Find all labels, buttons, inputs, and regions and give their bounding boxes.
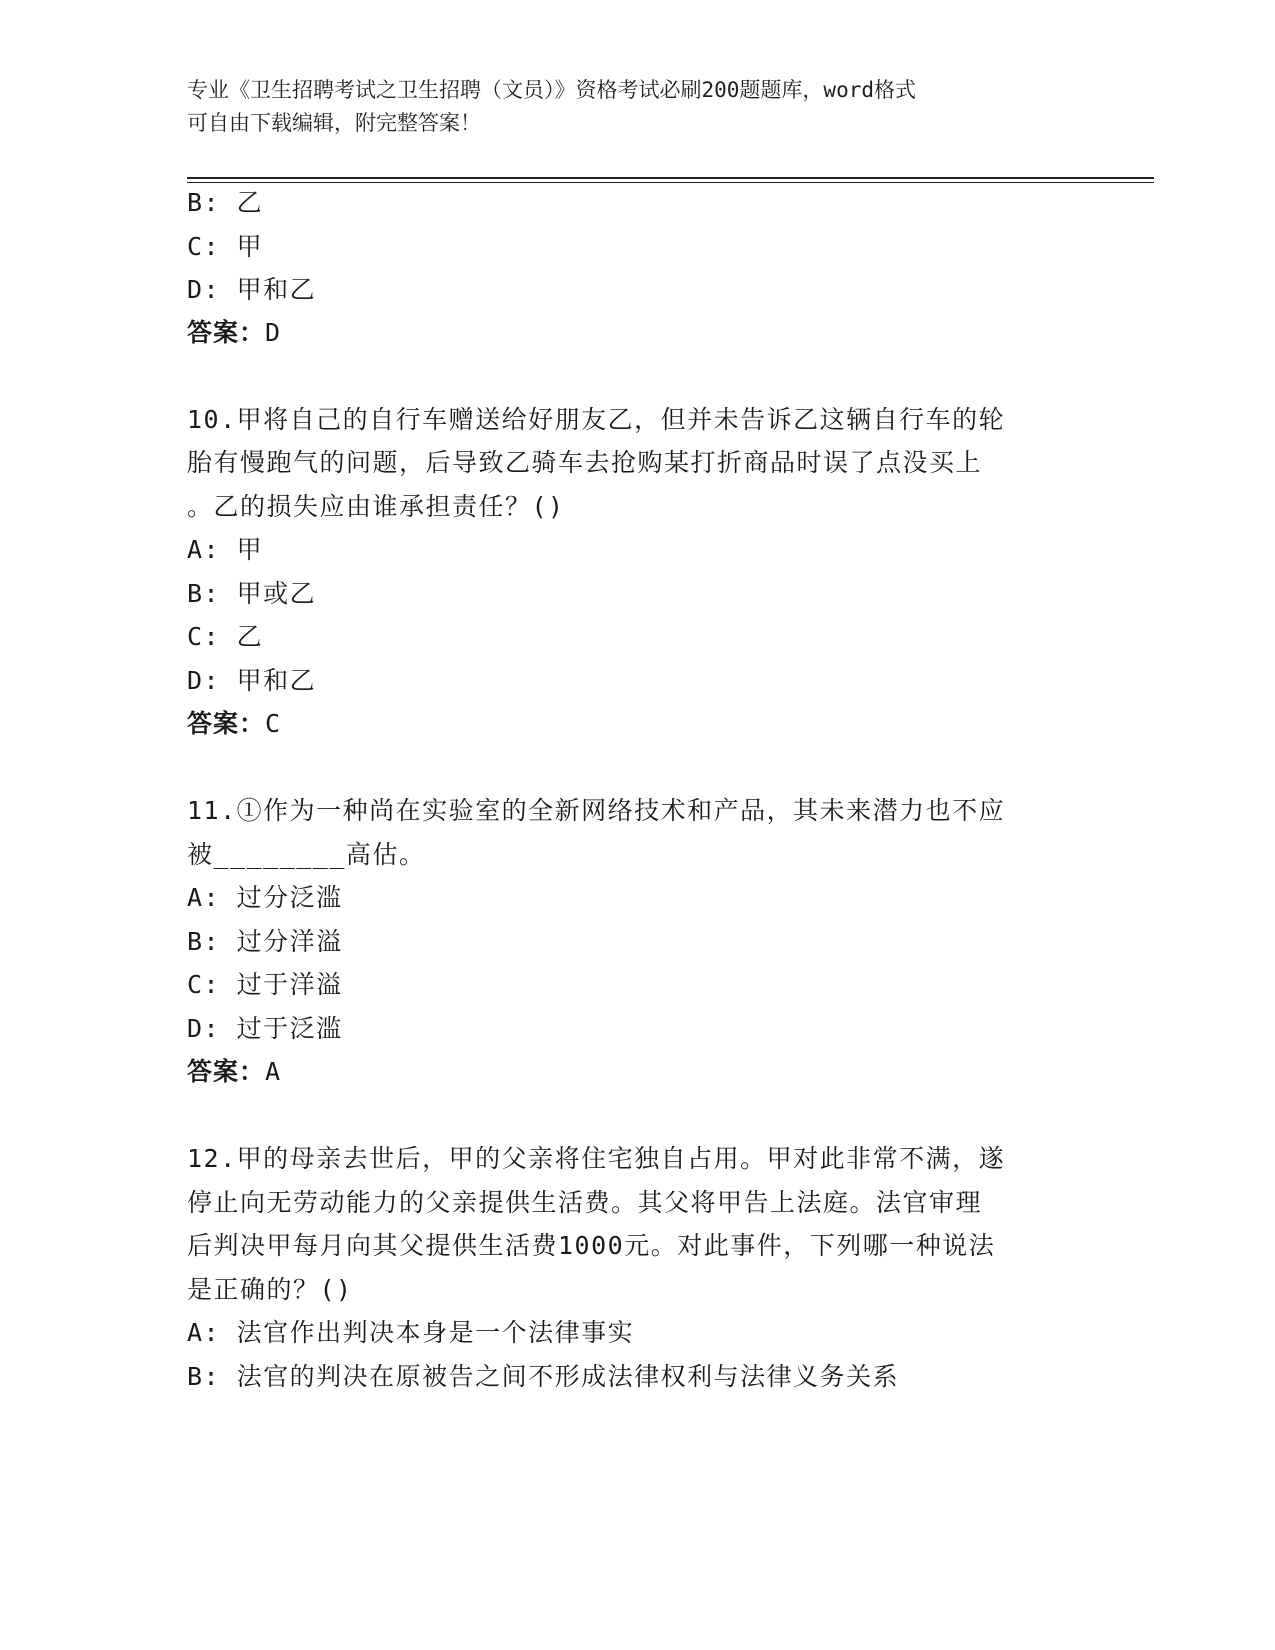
q11-stem-line-1: 11.①作为一种尚在实验室的全新网络技术和产品，其未来潜力也不应: [187, 796, 1006, 825]
q10-option-d: D: 甲和乙: [187, 666, 317, 695]
header-line-1: 专业《卫生招聘考试之卫生招聘（文员）》资格考试必刷200题题库，word格式: [187, 78, 916, 102]
q11-option-d: D: 过于泛滥: [187, 1014, 343, 1043]
option-c: C: 甲: [187, 232, 264, 261]
option-d: D: 甲和乙: [187, 275, 317, 304]
q12-option-b: B: 法官的判决在原被告之间不形成法律权利与法律义务关系: [187, 1362, 900, 1391]
q10-stem-line-3: 。乙的损失应由谁承担责任？(): [187, 492, 565, 521]
answer-line: [187, 317, 281, 349]
q10-stem-line-1: 10.甲将自己的自行车赠送给好朋友乙，但并未告诉乙这辆自行车的轮: [187, 405, 1006, 434]
q10-answer-label: 答案：: [187, 709, 266, 738]
q11-answer-line: [187, 1056, 281, 1088]
q10-stem-line-2: 胎有慢跑气的问题，后导致乙骑车去抢购某打折商品时误了点没买上: [187, 448, 983, 477]
q11-option-a: A: 过分泛滥: [187, 883, 343, 912]
q12-option-a: A: 法官作出判决本身是一个法律事实: [187, 1318, 635, 1347]
q11-answer-label: 答案：: [187, 1057, 266, 1086]
q11-stem-line-2: 被________高估。: [187, 840, 426, 869]
q10-answer-value: C: [265, 709, 282, 738]
header-rule-thin: [187, 182, 1154, 183]
page-header: [187, 74, 1067, 140]
header-rule-thick: [187, 177, 1154, 179]
answer-label: 答案：: [187, 318, 266, 347]
q11-option-b: B: 过分洋溢: [187, 927, 343, 956]
q11-option-c: C: 过于洋溢: [187, 970, 343, 999]
q12-stem-line-1: 12.甲的母亲去世后，甲的父亲将住宅独自占用。甲对此非常不满，遂: [187, 1144, 1006, 1173]
option-b: B: 乙: [187, 188, 264, 217]
q10-option-c: C: 乙: [187, 622, 264, 651]
q10-option-b: B: 甲或乙: [187, 579, 317, 608]
answer-value: D: [265, 318, 282, 347]
q11-answer-value: A: [265, 1057, 282, 1086]
q12-stem-line-4: 是正确的？(): [187, 1275, 353, 1304]
q10-answer-line: [187, 708, 281, 740]
header-line-2: 可自由下载编辑，附完整答案！: [187, 111, 481, 135]
q10-option-a: A: 甲: [187, 535, 264, 564]
q12-stem-line-3: 后判决甲每月向其父提供生活费1000元。对此事件，下列哪一种说法: [187, 1231, 996, 1260]
q12-stem-line-2: 停止向无劳动能力的父亲提供生活费。其父将甲告上法庭。法官审理: [187, 1188, 983, 1217]
